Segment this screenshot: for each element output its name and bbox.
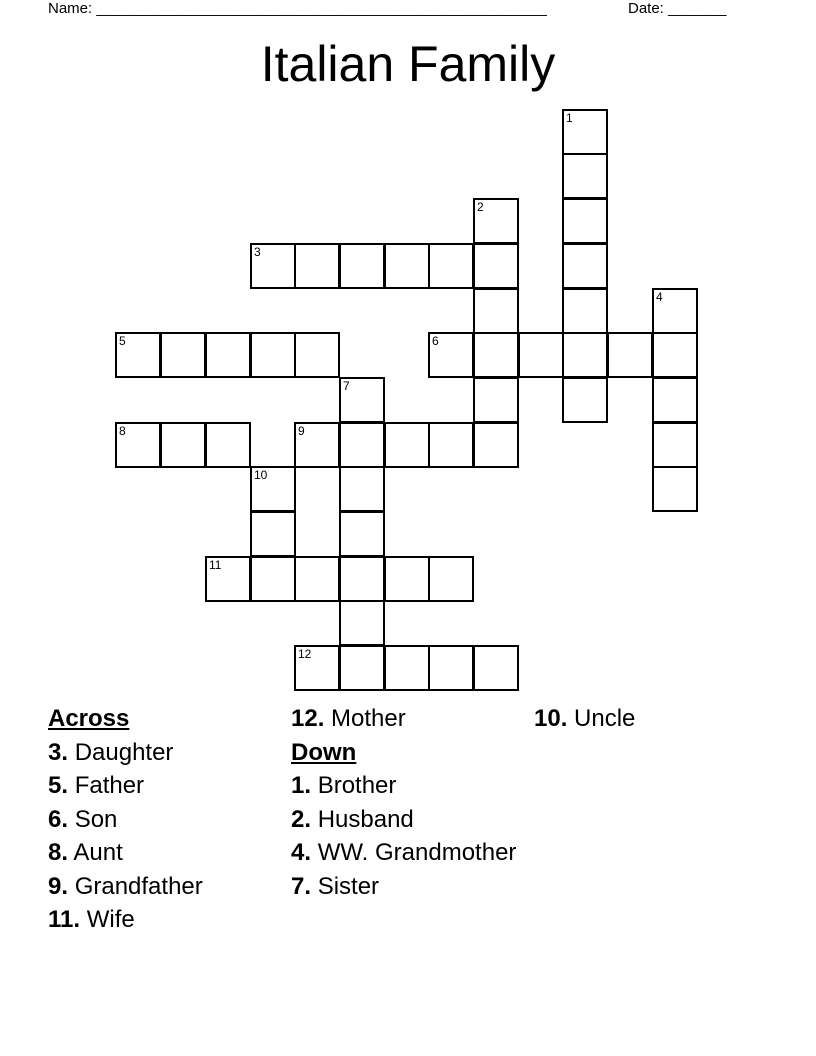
crossword-cell[interactable] xyxy=(562,153,608,199)
cell-number: 9 xyxy=(298,424,305,438)
clue-item xyxy=(48,903,288,937)
crossword-cell[interactable] xyxy=(562,198,608,244)
crossword-cell[interactable] xyxy=(473,332,519,378)
clue-text: Mother xyxy=(331,705,406,732)
crossword-cell[interactable] xyxy=(115,422,161,468)
clue-text: Father xyxy=(74,772,145,799)
crossword-cell[interactable] xyxy=(652,466,698,512)
clue-number: 2. xyxy=(291,805,312,833)
clue-text: Husband xyxy=(317,805,414,833)
cell-number: 2 xyxy=(477,200,484,214)
clue-item xyxy=(291,803,531,837)
clue-number: 10. xyxy=(534,705,568,732)
crossword-cell[interactable] xyxy=(473,377,519,423)
clue-text: Daughter xyxy=(74,738,174,766)
crossword-cell[interactable] xyxy=(518,332,564,378)
clue-number: 4. xyxy=(291,839,312,866)
crossword-cell[interactable] xyxy=(205,422,251,468)
clue-number: 11. xyxy=(48,906,81,933)
clues-column-3 xyxy=(534,702,774,736)
clue-item xyxy=(291,702,531,736)
crossword-cell[interactable] xyxy=(205,556,251,602)
crossword-cell[interactable] xyxy=(384,422,430,468)
crossword-cell[interactable] xyxy=(562,243,608,289)
crossword-cell[interactable] xyxy=(428,422,474,468)
crossword-cell[interactable] xyxy=(339,600,385,646)
page-title: Italian Family xyxy=(260,36,556,92)
crossword-cell[interactable] xyxy=(115,332,161,378)
crossword-cell[interactable] xyxy=(205,332,251,378)
crossword-cell[interactable] xyxy=(339,377,385,423)
cell-number: 7 xyxy=(343,379,350,393)
clues-column-2 xyxy=(291,702,531,904)
crossword-cell[interactable] xyxy=(562,332,608,378)
crossword-cell[interactable] xyxy=(384,556,430,602)
cell-number: 4 xyxy=(656,290,663,304)
clue-number: 5. xyxy=(48,772,69,799)
cell-number: 5 xyxy=(119,334,126,348)
crossword-cell[interactable] xyxy=(339,511,385,557)
crossword-cell[interactable] xyxy=(339,422,385,468)
clue-number: 7. xyxy=(291,873,312,900)
crossword-cell[interactable] xyxy=(607,332,653,378)
crossword-cell[interactable] xyxy=(652,377,698,423)
crossword-cell[interactable] xyxy=(652,332,698,378)
cell-number: 1 xyxy=(566,111,573,125)
crossword-cell[interactable] xyxy=(250,332,296,378)
clue-text: Sister xyxy=(317,873,380,900)
clue-text: Aunt xyxy=(73,839,123,866)
clue-number: 12. xyxy=(291,705,325,732)
crossword-cell[interactable] xyxy=(473,243,519,289)
date-field-label: Date: _______ xyxy=(628,0,727,17)
clue-number: 8. xyxy=(48,839,69,866)
clue-item xyxy=(48,769,288,803)
cell-number: 11 xyxy=(209,558,222,572)
crossword-cell[interactable] xyxy=(294,556,340,602)
crossword-cell[interactable] xyxy=(250,243,296,289)
cell-number: 8 xyxy=(119,424,126,438)
crossword-cell[interactable] xyxy=(652,422,698,468)
clue-text: Brother xyxy=(317,772,397,799)
crossword-cell[interactable] xyxy=(160,422,206,468)
clue-number: 3. xyxy=(48,738,69,766)
crossword-cell[interactable] xyxy=(562,288,608,334)
clue-item xyxy=(534,702,774,736)
crossword-cell[interactable] xyxy=(294,332,340,378)
clue-text: Son xyxy=(74,805,118,833)
cell-number: 10 xyxy=(254,468,268,482)
crossword-cell[interactable] xyxy=(384,645,430,691)
cell-number: 12 xyxy=(298,647,312,661)
clue-item xyxy=(291,769,531,803)
crossword-cell[interactable] xyxy=(562,109,608,155)
clue-number: 9. xyxy=(48,872,69,900)
clue-number: 6. xyxy=(48,805,69,833)
crossword-cell[interactable] xyxy=(160,332,206,378)
clues-column-1 xyxy=(48,702,288,937)
crossword-cell[interactable] xyxy=(428,556,474,602)
clue-text: WW. Grandmother xyxy=(317,839,517,866)
crossword-cell[interactable] xyxy=(339,466,385,512)
crossword-cell[interactable] xyxy=(339,645,385,691)
crossword-cell[interactable] xyxy=(562,377,608,423)
clue-text: Wife xyxy=(86,906,135,933)
name-field-label: Name: ______________________________________________________ xyxy=(48,0,547,17)
crossword-cell[interactable] xyxy=(473,422,519,468)
crossword-cell[interactable] xyxy=(428,332,474,378)
crossword-cell[interactable] xyxy=(384,243,430,289)
cell-number: 3 xyxy=(254,245,261,259)
clue-item xyxy=(48,736,288,770)
clue-item xyxy=(291,836,531,870)
crossword-cell[interactable] xyxy=(428,243,474,289)
clue-number: 1. xyxy=(291,772,312,799)
crossword-cell[interactable] xyxy=(250,466,296,512)
clues-heading: Down xyxy=(291,738,357,766)
crossword-cell[interactable] xyxy=(294,422,340,468)
clue-item xyxy=(48,870,288,904)
crossword-cell[interactable] xyxy=(294,243,340,289)
crossword-cell[interactable] xyxy=(339,556,385,602)
clue-item xyxy=(48,803,288,837)
clue-text: Uncle xyxy=(574,705,636,732)
crossword-cell[interactable] xyxy=(428,645,474,691)
clue-text: Grandfather xyxy=(74,872,203,900)
cell-number: 6 xyxy=(432,334,439,348)
clue-item xyxy=(48,836,288,870)
crossword-cell[interactable] xyxy=(652,288,698,334)
crossword-cell[interactable] xyxy=(473,645,519,691)
clue-item xyxy=(291,870,531,904)
clues-heading: Across xyxy=(48,705,130,732)
crossword-cell[interactable] xyxy=(250,511,296,557)
crossword-cell[interactable] xyxy=(473,198,519,244)
crossword-cell[interactable] xyxy=(473,288,519,334)
crossword-cell[interactable] xyxy=(294,645,340,691)
crossword-cell[interactable] xyxy=(339,243,385,289)
crossword-cell[interactable] xyxy=(250,556,296,602)
